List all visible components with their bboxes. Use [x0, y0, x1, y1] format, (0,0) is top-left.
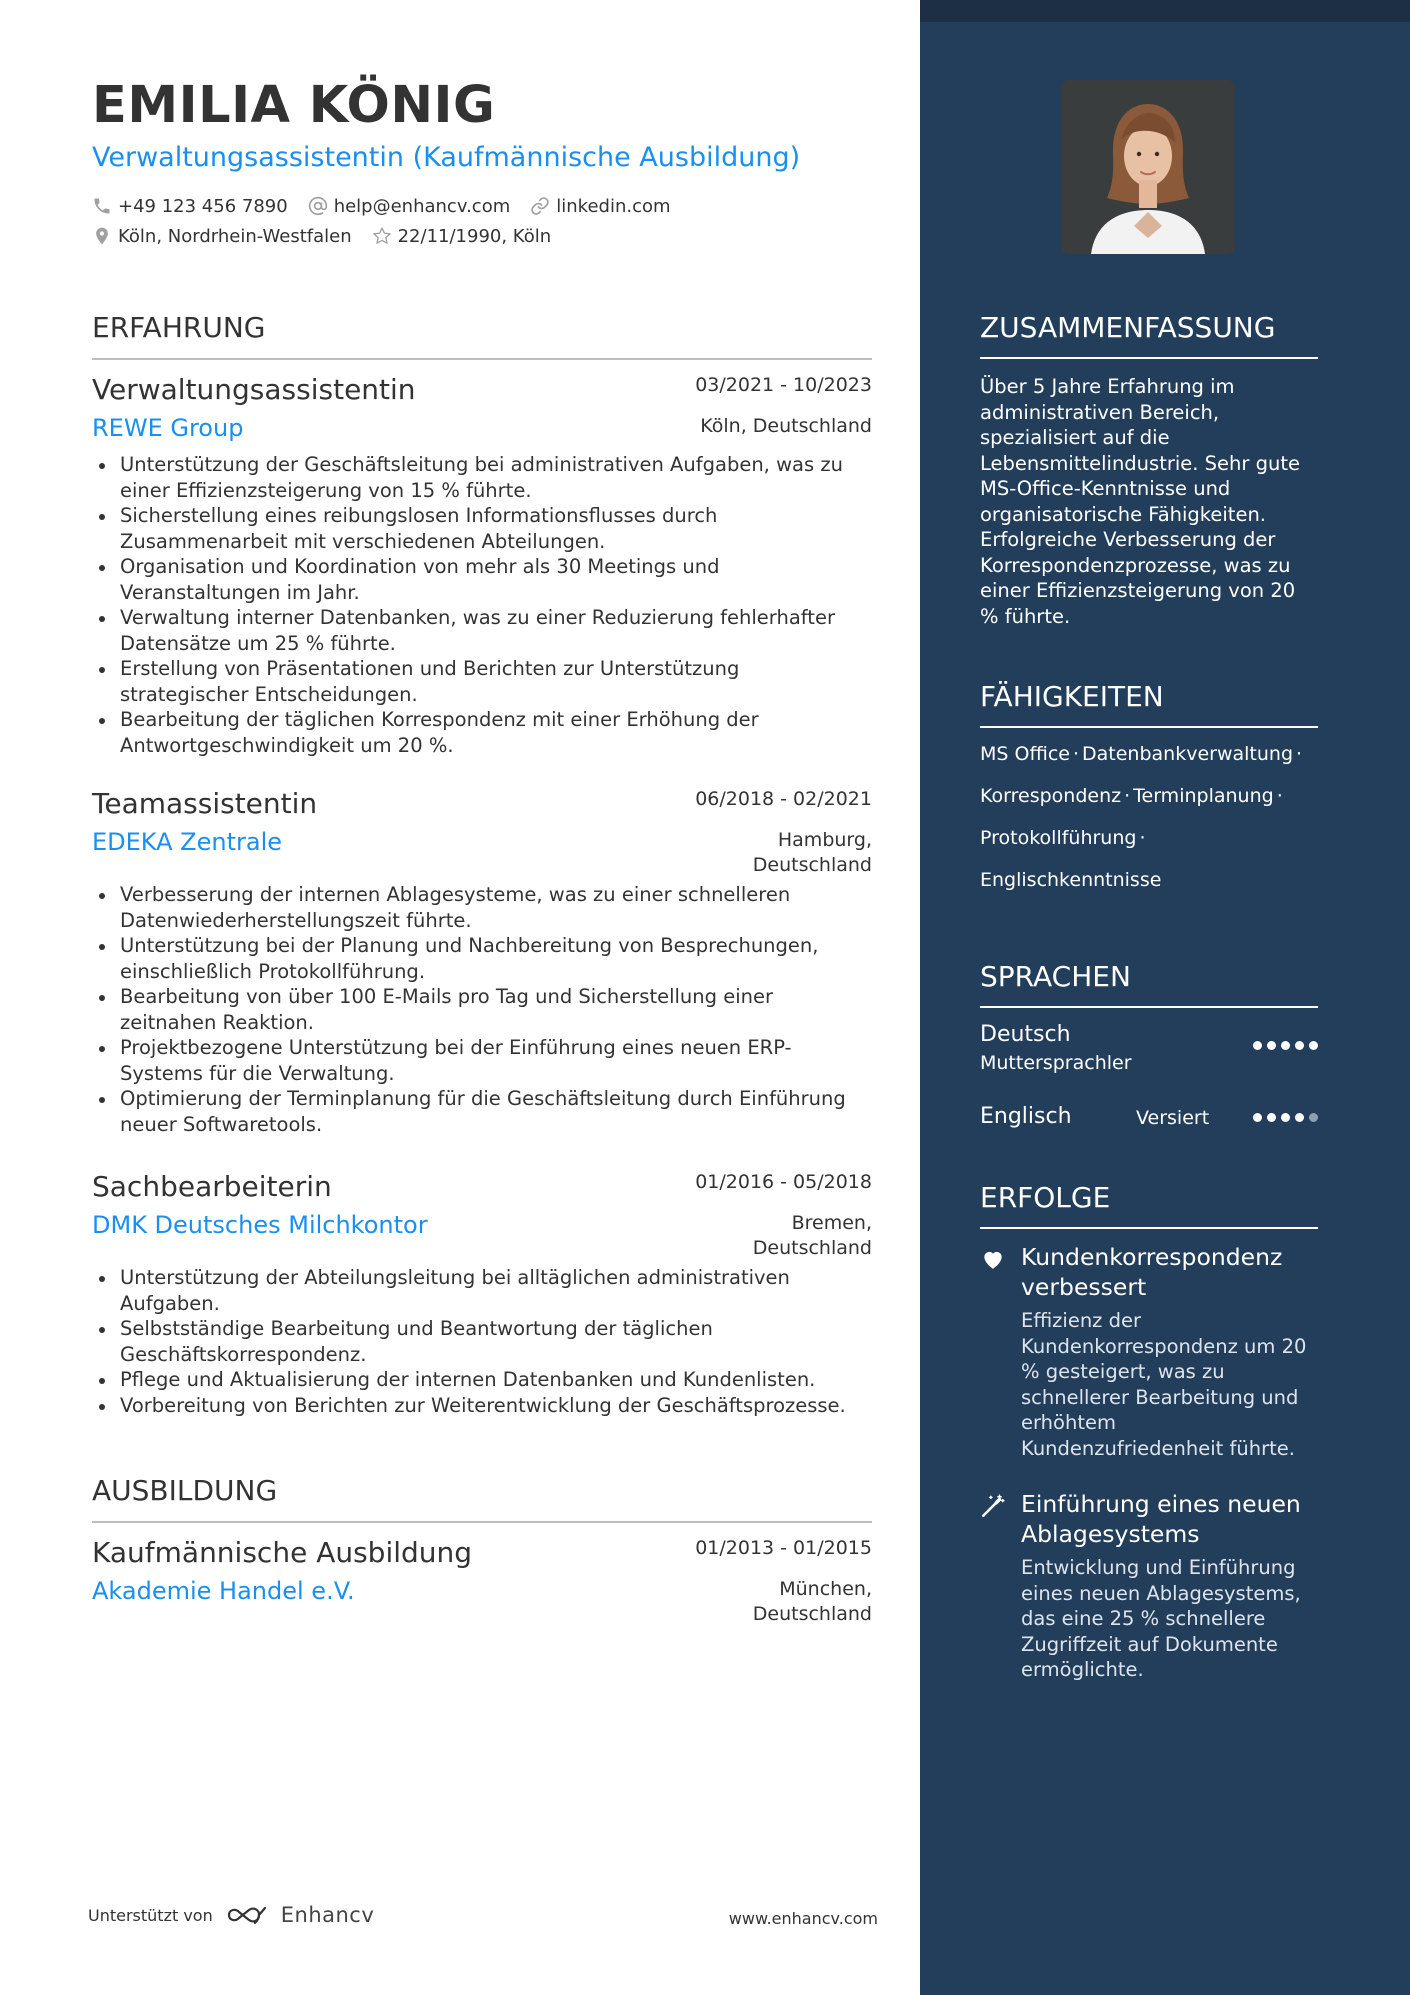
job-bullet: Optimierung der Terminplanung für die Geschäftsleitung durch Einführung neuer Softwaretools. — [120, 1086, 872, 1137]
achievement-item — [980, 1489, 1318, 1683]
enhancv-logo-icon — [225, 1903, 273, 1927]
education-location: München, Deutschland — [752, 1578, 872, 1625]
location-pin-icon — [92, 226, 112, 246]
language-rating — [1248, 1041, 1318, 1050]
job-bullets — [92, 452, 872, 758]
skill-item: Korrespondenz — [980, 785, 1122, 807]
contact-birth — [372, 226, 552, 247]
rating-dot — [1267, 1041, 1276, 1050]
job-bullet: Organisation und Koordination von mehr als 30 Meetings und Veranstaltungen im Jahr. — [120, 554, 872, 605]
skill-item: Englischkenntnisse — [980, 869, 1162, 891]
at-sign-icon — [308, 196, 328, 216]
education-dates: 01/2013 - 01/2015 — [695, 1537, 872, 1559]
job-bullet: Projektbezogene Unterstützung bei der Einführung eines neuen ERP-Systems für die Verwaltung. — [120, 1035, 872, 1086]
education-section-title: AUSBILDUNG — [92, 1473, 872, 1523]
job-bullet: Sicherstellung eines reibungslosen Informationsflusses durch Zusammenarbeit mit verschiedenen Abteilungen. — [120, 503, 872, 554]
sidebar-top-bar — [920, 0, 1410, 22]
heart-icon — [980, 1246, 1006, 1272]
rating-dot — [1309, 1041, 1318, 1050]
achievement-title: Kundenkorrespondenz verbessert — [1021, 1243, 1283, 1301]
job-location: Bremen, Deutschland — [752, 1212, 872, 1259]
skills-row: Protokollführung · — [980, 827, 1146, 849]
summary-section-title: ZUSAMMENFASSUNG — [980, 310, 1318, 359]
job-dates: 03/2021 - 10/2023 — [695, 374, 872, 396]
skills-section-title: FÄHIGKEITEN — [980, 679, 1318, 728]
profile-photo — [1061, 80, 1235, 254]
star-icon — [372, 226, 392, 246]
rating-dot — [1295, 1113, 1304, 1122]
job-company[interactable]: EDEKA Zentrale — [92, 828, 283, 856]
footer-powered-by — [88, 1903, 374, 1927]
rating-dot — [1267, 1113, 1276, 1122]
job-company[interactable]: DMK Deutsches Milchkontor — [92, 1211, 428, 1239]
contact-location — [92, 226, 352, 247]
job-bullet: Unterstützung der Abteilungsleitung bei alltäglichen administrativen Aufgaben. — [120, 1265, 872, 1316]
language-name: Englisch — [980, 1104, 1072, 1129]
skills-row: MS Office · Datenbankverwaltung · — [980, 743, 1303, 765]
education-school[interactable]: Akademie Handel e.V. — [92, 1577, 355, 1605]
language-item — [980, 1020, 1318, 1080]
job-bullet: Erstellung von Präsentationen und Berichten zur Unterstützung strategischer Entscheidungen. — [120, 656, 872, 707]
contact-phone[interactable] — [92, 196, 288, 217]
job-entry — [92, 1169, 872, 1418]
candidate-title: Verwaltungsassistentin (Kaufmännische Ausbildung) — [92, 142, 801, 173]
job-role: Verwaltungsassistentin — [92, 373, 416, 406]
job-bullet: Selbstständige Bearbeitung und Beantwortung der täglichen Geschäftskorrespondenz. — [120, 1316, 872, 1367]
job-bullet: Bearbeitung der täglichen Korrespondenz mit einer Erhöhung der Antwortgeschwindigkeit um 20 %. — [120, 707, 872, 758]
job-dates: 01/2016 - 05/2018 — [695, 1171, 872, 1193]
job-location: Hamburg, Deutschland — [752, 829, 872, 876]
education-degree: Kaufmännische Ausbildung — [92, 1536, 473, 1569]
rating-dot — [1295, 1041, 1304, 1050]
job-location: Köln, Deutschland — [700, 415, 872, 437]
achievements-section-title: ERFOLGE — [980, 1180, 1318, 1229]
link-icon — [530, 196, 550, 216]
profile-photo-image — [1061, 80, 1235, 254]
rating-dot — [1253, 1041, 1262, 1050]
achievement-title: Einführung eines neuen Ablagesystems — [1021, 1490, 1301, 1548]
job-bullets — [92, 882, 872, 1137]
job-role: Teamassistentin — [92, 787, 318, 820]
contact-row-2 — [92, 223, 571, 249]
contact-linkedin-text: linkedin.com — [556, 195, 671, 217]
footer-powered-by-text: Unterstützt von — [88, 1905, 213, 1925]
job-bullet: Unterstützung der Geschäftsleitung bei administrativen Aufgaben, was zu einer Effizienzsteigerung von 15 % führte. — [120, 452, 872, 503]
job-bullet: Vorbereitung von Berichten zur Weiterentwicklung der Geschäftsprozesse. — [120, 1393, 872, 1419]
job-role: Sachbearbeiterin — [92, 1170, 332, 1203]
skill-item: Terminplanung — [1133, 785, 1274, 807]
achievement-desc: Effizienz der Kundenkorrespondenz um 20 % gesteigert, was zu schnellerer Bearbeitung und erhöhtem Kundenzufriedenheit führte. — [1021, 1309, 1307, 1460]
skill-item: MS Office — [980, 743, 1070, 765]
job-entry — [92, 786, 872, 1137]
contact-email[interactable] — [308, 196, 511, 217]
contact-email-text: help@enhancv.com — [333, 195, 511, 217]
skills-row: Korrespondenz · Terminplanung · — [980, 785, 1283, 807]
achievement-item — [980, 1242, 1318, 1461]
candidate-name: EMILIA KÖNIG — [92, 76, 496, 135]
contact-row-1 — [92, 193, 691, 219]
job-dates: 06/2018 - 02/2021 — [695, 788, 872, 810]
job-company[interactable]: REWE Group — [92, 414, 244, 442]
footer-url[interactable]: www.enhancv.com — [728, 1909, 878, 1928]
language-level: Versiert — [1136, 1107, 1210, 1129]
experience-section-title: ERFAHRUNG — [92, 310, 872, 360]
contact-linkedin[interactable] — [530, 196, 670, 217]
skill-item: Datenbankverwaltung — [1082, 743, 1294, 765]
job-bullet: Bearbeitung von über 100 E-Mails pro Tag und Sicherstellung einer zeitnahen Reaktion. — [120, 984, 872, 1035]
job-bullet: Unterstützung bei der Planung und Nachbereitung von Besprechungen, einschließlich Protokollführung. — [120, 933, 872, 984]
language-item — [980, 1100, 1318, 1140]
contact-location-text: Köln, Nordrhein-Westfalen — [118, 225, 352, 247]
rating-dot — [1309, 1113, 1318, 1122]
language-rating — [1248, 1113, 1318, 1122]
language-name: Deutsch — [980, 1022, 1071, 1047]
rating-dot — [1281, 1113, 1290, 1122]
job-bullet: Verbesserung der internen Ablagesysteme, was zu einer schnelleren Datenwiederherstellungszeit führte. — [120, 882, 872, 933]
achievement-desc: Entwicklung und Einführung eines neuen Ablagesystems, das eine 25 % schnellere Zugriffzeit auf Dokumente ermöglichte. — [1021, 1556, 1301, 1681]
summary-text: Über 5 Jahre Erfahrung im administrativen Bereich, spezialisiert auf die Lebensmittelindustrie. Sehr gute MS-Office-Kenntnisse und organisatorische Fähigkeiten. Erfolgreiche Verbesserung der Korrespondenzprozesse, was zu einer Effizienzsteigerung von 20 % führte. — [980, 375, 1301, 628]
job-bullets — [92, 1265, 872, 1418]
languages-section-title: SPRACHEN — [980, 959, 1318, 1008]
phone-icon — [92, 196, 112, 216]
contact-phone-text: +49 123 456 7890 — [118, 195, 288, 217]
footer-brand[interactable]: Enhancv — [280, 1903, 375, 1927]
job-entry — [92, 372, 872, 758]
rating-dot — [1281, 1041, 1290, 1050]
contact-birth-text: 22/11/1990, Köln — [397, 225, 552, 247]
rating-dot — [1253, 1113, 1262, 1122]
magic-wand-icon — [980, 1493, 1006, 1519]
job-bullet: Pflege und Aktualisierung der internen Datenbanken und Kundenlisten. — [120, 1367, 872, 1393]
job-bullet: Verwaltung interner Datenbanken, was zu einer Reduzierung fehlerhafter Datensätze um 25 % führte. — [120, 605, 872, 656]
skills-row — [980, 869, 1161, 891]
education-entry — [92, 1535, 872, 1631]
skill-item: Protokollführung — [980, 827, 1137, 849]
language-level: Muttersprachler — [980, 1052, 1132, 1074]
